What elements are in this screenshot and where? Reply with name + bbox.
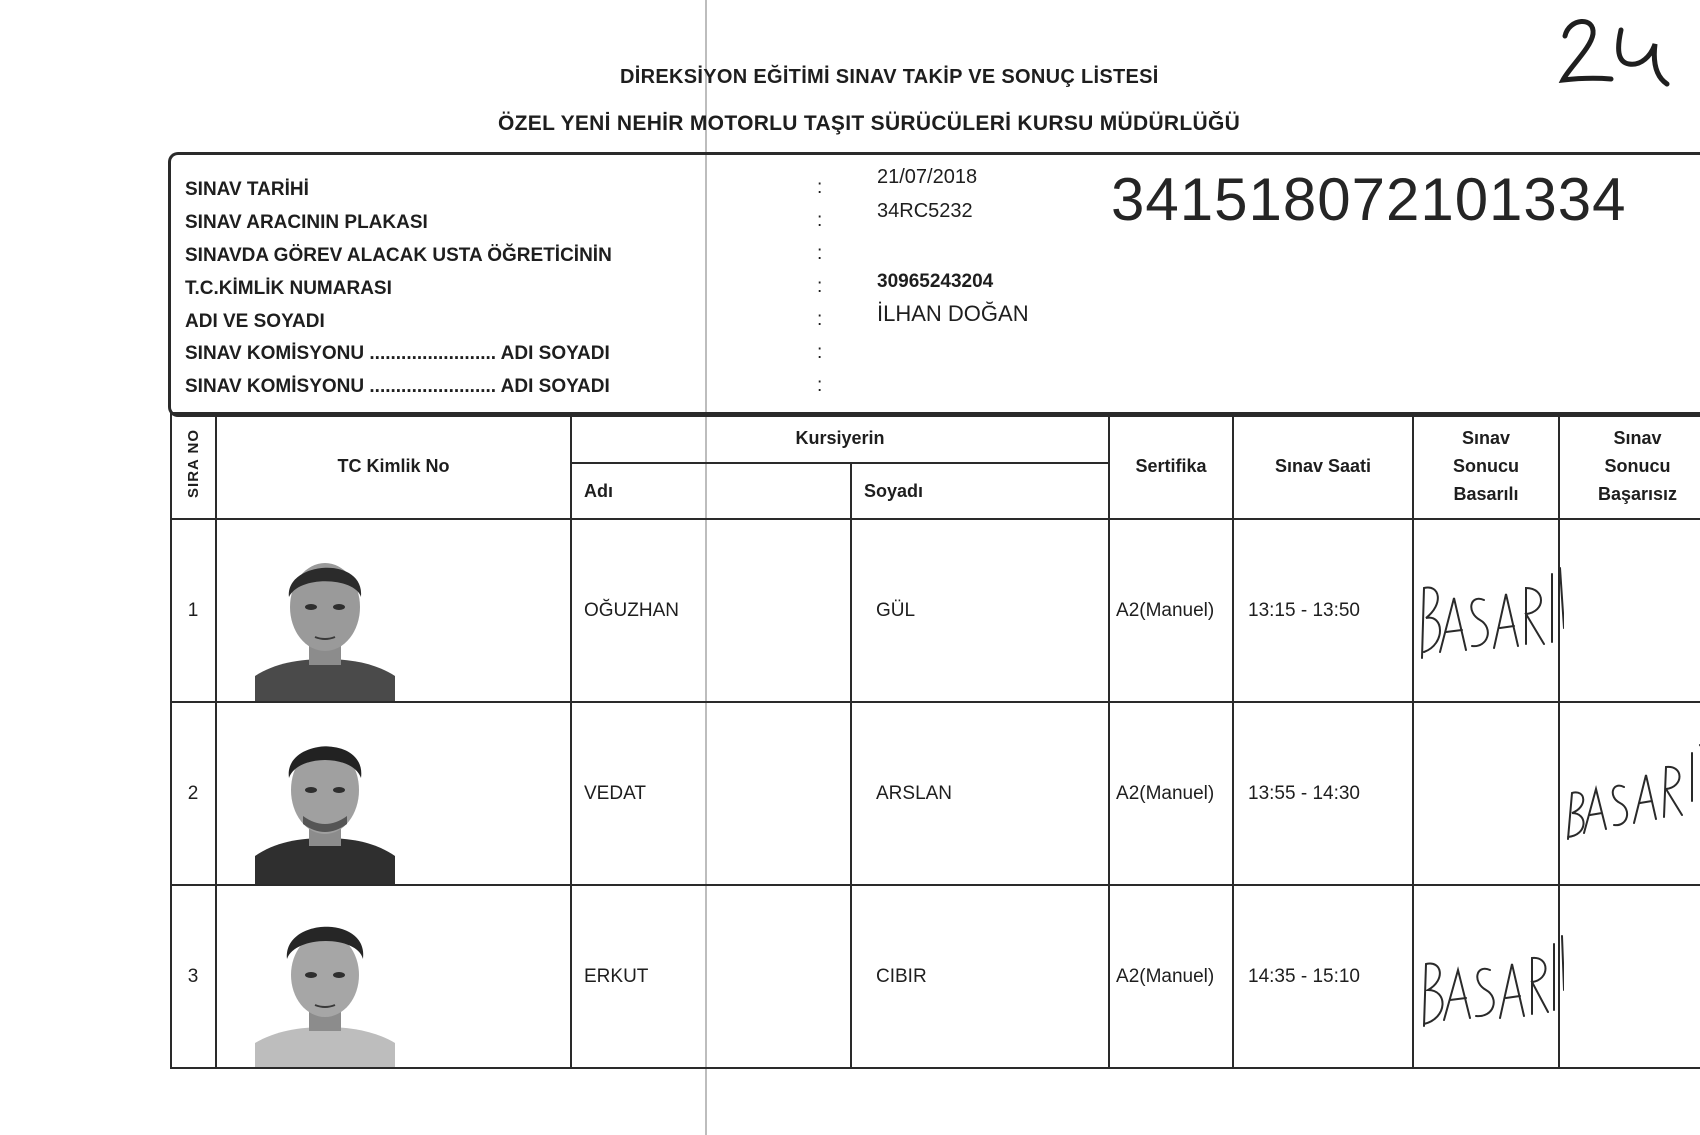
student-photo	[255, 724, 395, 884]
colon: :	[817, 309, 823, 330]
label-vehicle-plate: SINAV ARACININ PLAKASI	[185, 212, 428, 233]
certificate-class: A2(Manuel)	[1109, 702, 1233, 885]
exam-results-table	[170, 412, 1700, 1069]
colon: :	[817, 177, 823, 198]
exam-time: 14:35 - 15:10	[1233, 885, 1413, 1068]
row-number: 1	[171, 519, 216, 702]
table-row	[171, 885, 1700, 1068]
header-adi: Adı	[571, 463, 851, 519]
student-surname: GÜL	[851, 519, 1109, 702]
handwritten-basarili-mark	[1560, 731, 1700, 851]
student-surname: CIBIR	[851, 885, 1109, 1068]
table-row	[171, 702, 1700, 885]
student-name: OĞUZHAN	[571, 519, 851, 702]
handwritten-page-number	[1555, 8, 1675, 88]
colon: :	[817, 276, 823, 297]
instructor-name-value: İLHAN DOĞAN	[877, 301, 1029, 326]
document-title: DİREKSİYON EĞİTİMİ SINAV TAKİP VE SONUÇ LİSTESİ	[620, 66, 1159, 88]
student-photo	[255, 541, 395, 701]
label-commission-2: SINAV KOMİSYONU ........................ ADI SOYADI	[185, 376, 610, 397]
header-tc-kimlik-no: TC Kimlik No	[216, 413, 571, 519]
certificate-class: A2(Manuel)	[1109, 519, 1233, 702]
student-photo	[255, 907, 395, 1067]
colon: :	[817, 210, 823, 231]
result-failed-signature	[1559, 702, 1700, 885]
result-passed-signature	[1413, 519, 1559, 702]
exam-date-value: 21/07/2018	[877, 166, 978, 188]
colon: :	[817, 342, 823, 363]
label-commission-1: SINAV KOMİSYONU ........................ ADI SOYADI	[185, 343, 610, 364]
vehicle-plate-value: 34RC5232	[877, 200, 973, 222]
table-row	[171, 519, 1700, 702]
label-name-surname: ADI VE SOYADI	[185, 311, 325, 332]
header-sinav-saati: Sınav Saati	[1233, 413, 1413, 519]
colon: :	[817, 375, 823, 396]
exam-info-box	[168, 152, 1700, 417]
instructor-tc-value: 30965243204	[877, 271, 994, 292]
exam-time: 13:15 - 13:50	[1233, 519, 1413, 702]
student-photo-cell	[216, 702, 571, 885]
row-number: 2	[171, 702, 216, 885]
label-instructor: SINAVDA GÖREV ALACAK USTA ÖĞRETİCİNİN	[185, 245, 612, 266]
header-kursiyerin: Kursiyerin	[571, 413, 1109, 463]
certificate-class: A2(Manuel)	[1109, 885, 1233, 1068]
handwritten-basarili-mark	[1414, 914, 1564, 1034]
institution-title: ÖZEL YENİ NEHİR MOTORLU TAŞIT SÜRÜCÜLERİ KURSU MÜDÜRLÜĞÜ	[498, 112, 1241, 135]
student-photo-cell	[216, 519, 571, 702]
header-sira-no: SIRA NO	[171, 413, 216, 519]
result-passed-signature	[1413, 702, 1559, 885]
label-tc-number: T.C.KİMLİK NUMARASI	[185, 278, 392, 299]
result-failed-signature	[1559, 885, 1700, 1068]
document-number: 341518072101334	[1111, 166, 1627, 233]
handwritten-basarili-mark	[1414, 548, 1564, 668]
header-sonuc-basarisiz: Sınav Sonucu Başarısız	[1559, 413, 1700, 519]
student-photo-cell	[216, 885, 571, 1068]
student-name: ERKUT	[571, 885, 851, 1068]
label-exam-date: SINAV TARİHİ	[185, 179, 309, 200]
result-passed-signature	[1413, 885, 1559, 1068]
colon: :	[817, 243, 823, 264]
row-number: 3	[171, 885, 216, 1068]
header-sertifika: Sertifika	[1109, 413, 1233, 519]
student-name: VEDAT	[571, 702, 851, 885]
result-failed-signature	[1559, 519, 1700, 702]
student-surname: ARSLAN	[851, 702, 1109, 885]
exam-time: 13:55 - 14:30	[1233, 702, 1413, 885]
header-soyadi: Soyadı	[851, 463, 1109, 519]
header-sonuc-basarili: Sınav Sonucu Basarılı	[1413, 413, 1559, 519]
